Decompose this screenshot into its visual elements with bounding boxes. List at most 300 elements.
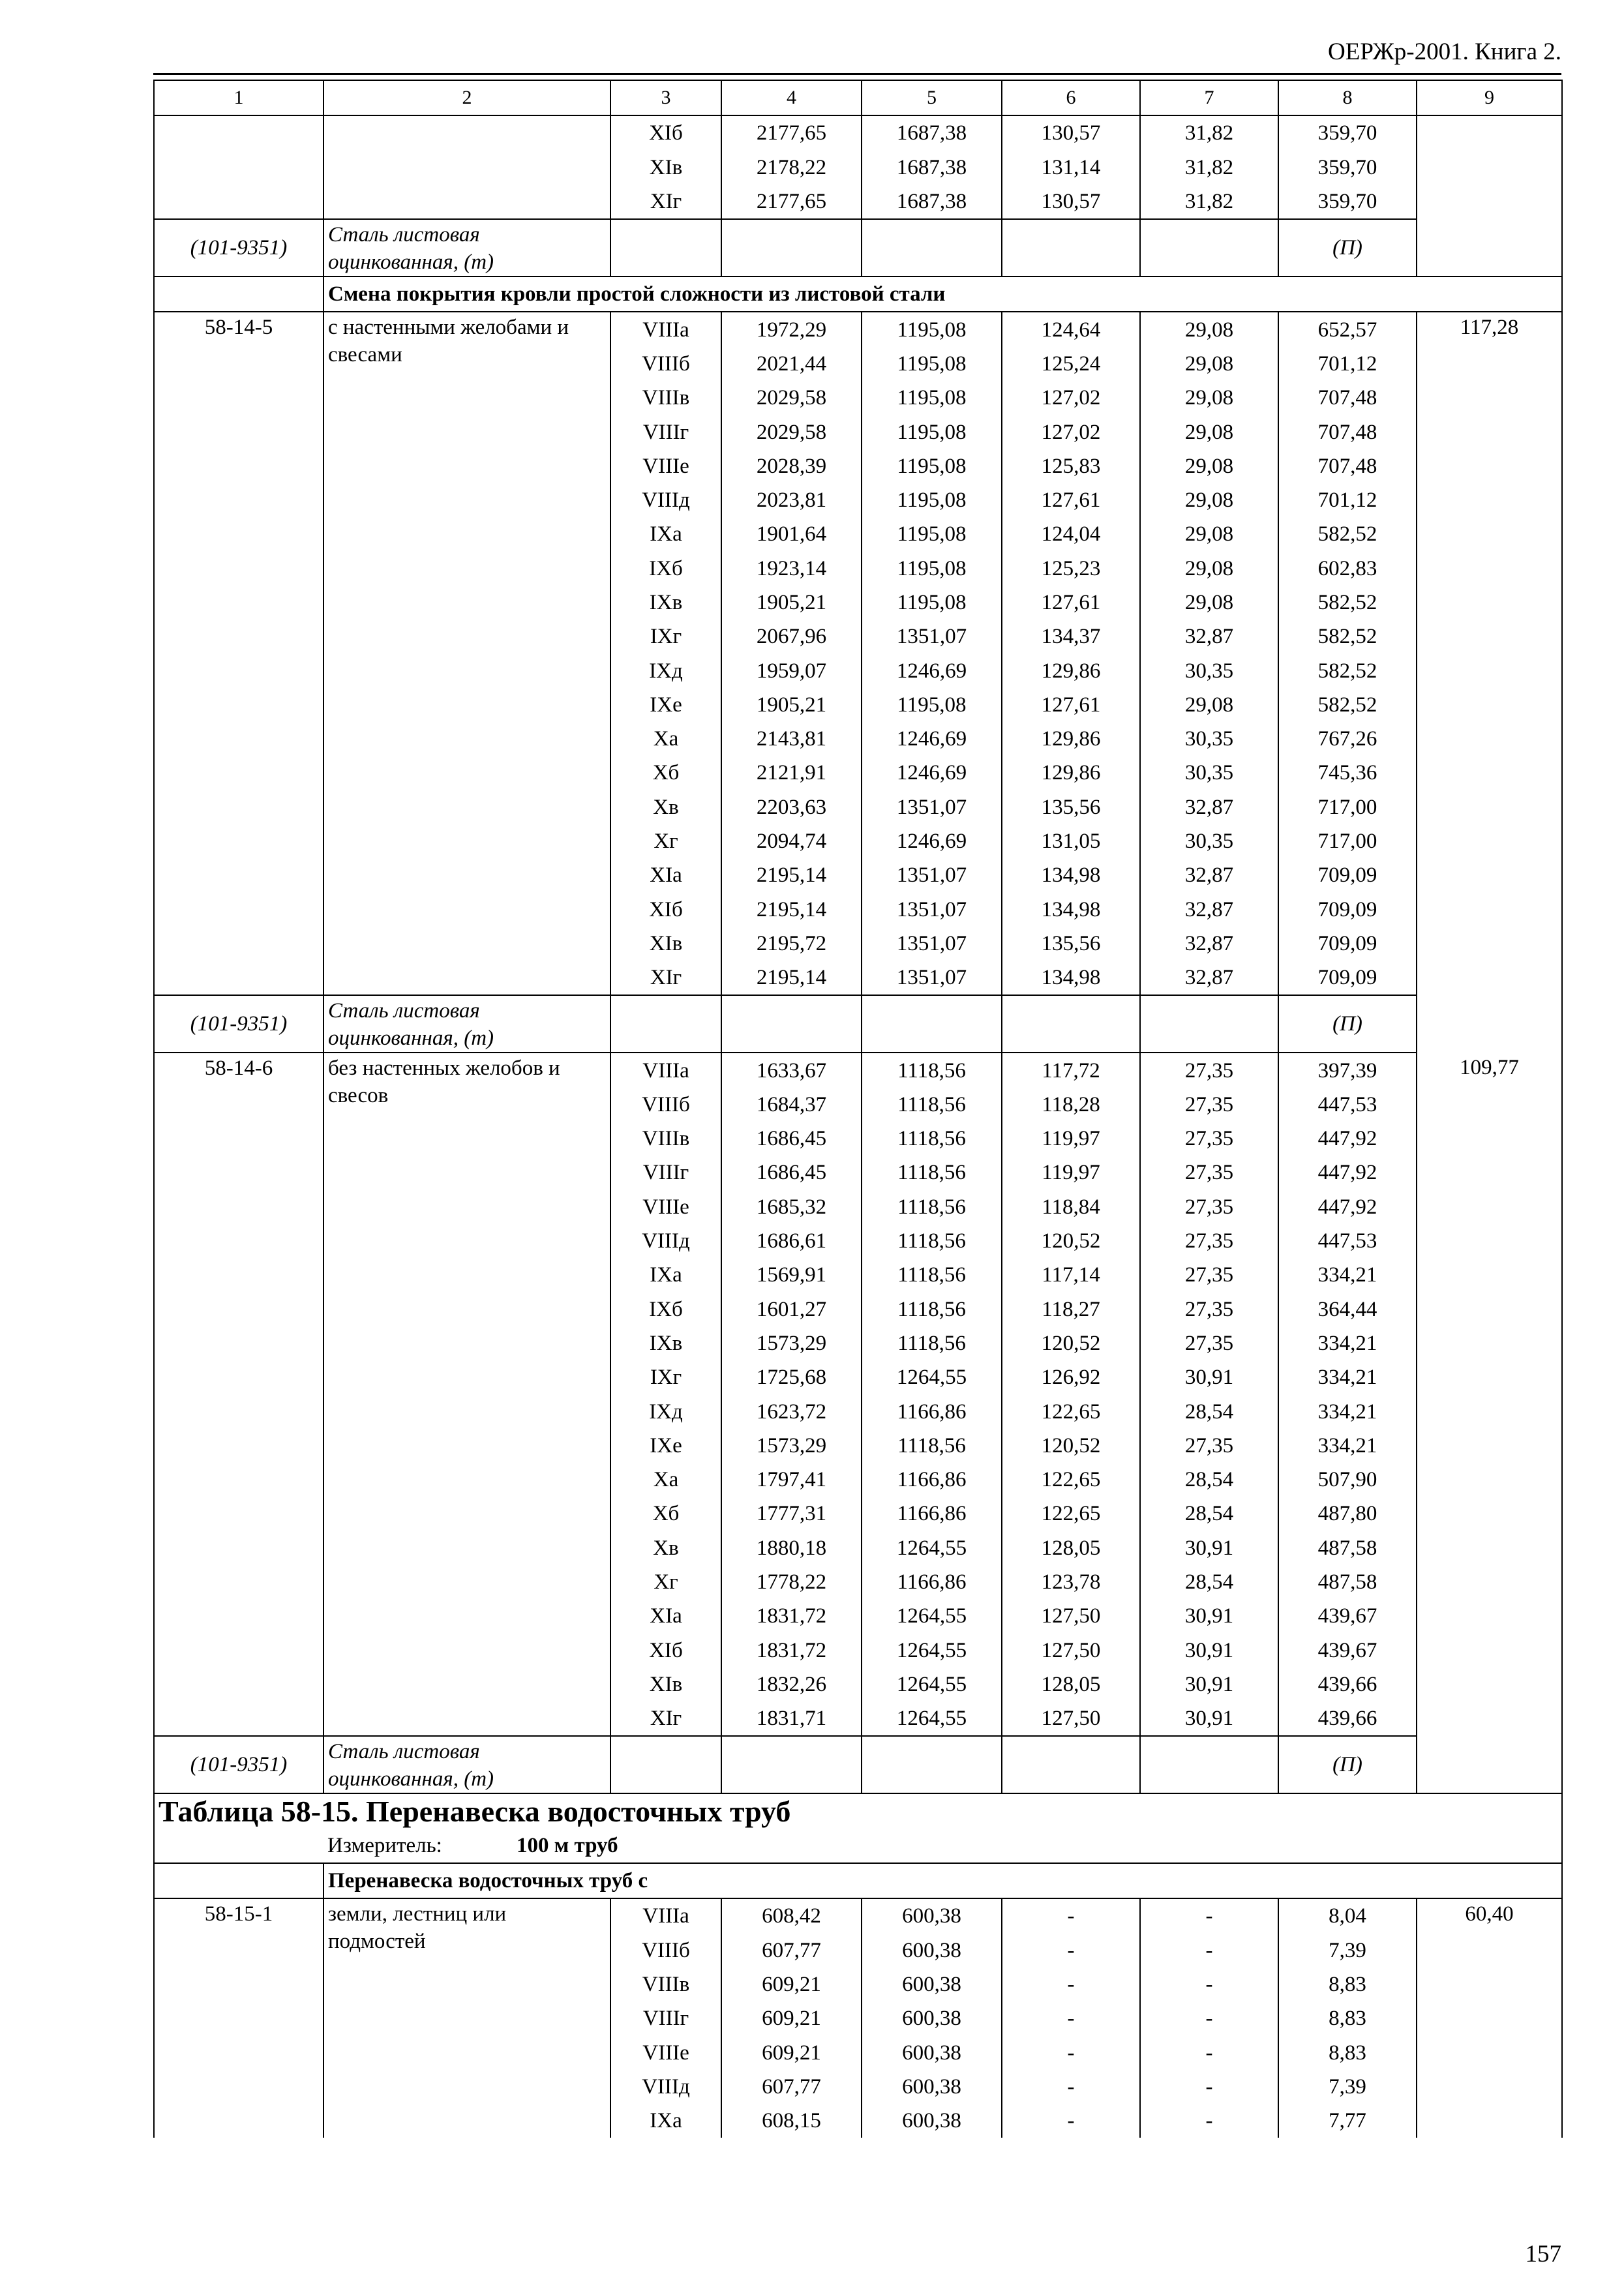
material-qty-cell: (П) (1278, 219, 1417, 277)
value-cell: XIг (610, 1701, 721, 1736)
value-cell: 30,35 (1140, 824, 1278, 858)
value-cell: 127,61 (1002, 688, 1140, 722)
empty-cell (721, 1736, 862, 1793)
value-cell: 2195,14 (721, 858, 862, 892)
material-name-cell: Сталь листовая оцинкованная, (т) (323, 995, 610, 1053)
value-cell: 709,09 (1278, 927, 1417, 961)
value-cell: 334,21 (1278, 1429, 1417, 1463)
value-cell: 1166,86 (862, 1394, 1002, 1428)
value-cell: 29,08 (1140, 586, 1278, 620)
value-cell: 1195,08 (862, 517, 1002, 551)
value-cell: 118,84 (1002, 1190, 1140, 1224)
value-cell: 1246,69 (862, 653, 1002, 687)
value-cell: 707,48 (1278, 449, 1417, 483)
table-row (154, 1898, 1562, 1933)
value-cell: Xа (610, 1463, 721, 1497)
value-cell: XIа (610, 1599, 721, 1633)
value-cell: 27,35 (1140, 1224, 1278, 1258)
value-cell: 1195,08 (862, 415, 1002, 449)
measure-cell (323, 1829, 1562, 1863)
value-cell: - (1002, 1967, 1140, 2001)
material-code-cell: (101-9351) (154, 995, 323, 1053)
material-row (154, 995, 1562, 1053)
section-title: Смена покрытия кровли простой сложности из листовой стали (323, 277, 1562, 312)
value-cell: 29,08 (1140, 483, 1278, 517)
value-cell: 608,42 (721, 1898, 862, 1933)
value-cell: 31,82 (1140, 185, 1278, 219)
value-cell: 487,80 (1278, 1497, 1417, 1531)
value-cell: IXе (610, 1429, 721, 1463)
value-cell: 1246,69 (862, 722, 1002, 756)
value-cell: 2178,22 (721, 151, 862, 185)
value-cell: XIа (610, 858, 721, 892)
value-cell: 1686,45 (721, 1122, 862, 1156)
value-cell: 8,83 (1278, 2035, 1417, 2069)
value-cell: 124,04 (1002, 517, 1140, 551)
value-cell: 1118,56 (862, 1293, 1002, 1326)
value-cell: 447,53 (1278, 1088, 1417, 1122)
value-cell: 1166,86 (862, 1463, 1002, 1497)
value-cell: 1687,38 (862, 185, 1002, 219)
value-cell: 1831,72 (721, 1633, 862, 1667)
value-cell: 27,35 (1140, 1088, 1278, 1122)
value-cell: 124,64 (1002, 312, 1140, 346)
value-cell: IXд (610, 1394, 721, 1428)
value-cell: - (1002, 1898, 1140, 1933)
value-cell: - (1140, 1934, 1278, 1967)
value-cell: VIIIг (610, 415, 721, 449)
value-cell: 30,91 (1140, 1701, 1278, 1736)
value-cell: 125,83 (1002, 449, 1140, 483)
value-cell: 30,35 (1140, 653, 1278, 687)
value-cell: 128,05 (1002, 1668, 1140, 1701)
value-cell: 27,35 (1140, 1156, 1278, 1189)
value-cell: 1687,38 (862, 115, 1002, 150)
material-code-cell: (101-9351) (154, 219, 323, 277)
column-number: 2 (323, 80, 610, 115)
value-cell: VIIIе (610, 1190, 721, 1224)
header-rule (153, 73, 1561, 75)
table-title: Таблица 58-15. Перенавеска водосточных труб (154, 1793, 1562, 1828)
value-cell: IXг (610, 620, 721, 653)
value-cell: 30,35 (1140, 722, 1278, 756)
value-cell: 28,54 (1140, 1497, 1278, 1531)
value-cell: 29,08 (1140, 688, 1278, 722)
page-number: 157 (1525, 2241, 1561, 2267)
empty-cell (610, 1736, 721, 1793)
empty-cell (1140, 1736, 1278, 1793)
value-cell: 131,14 (1002, 151, 1140, 185)
value-cell: Xб (610, 756, 721, 790)
value-cell: 2023,81 (721, 483, 862, 517)
value-cell: 582,52 (1278, 586, 1417, 620)
value-cell: 1264,55 (862, 1531, 1002, 1565)
value-cell: 127,02 (1002, 415, 1140, 449)
value-cell: 127,61 (1002, 483, 1140, 517)
value-cell: 125,23 (1002, 552, 1140, 586)
value-cell: 1905,21 (721, 688, 862, 722)
value-cell: 364,44 (1278, 1293, 1417, 1326)
value-cell: 1195,08 (862, 552, 1002, 586)
value-cell: 397,39 (1278, 1053, 1417, 1087)
total-cell: 117,28 (1417, 312, 1562, 1053)
material-qty-cell: (П) (1278, 995, 1417, 1053)
value-cell: 27,35 (1140, 1429, 1278, 1463)
value-cell: 27,35 (1140, 1053, 1278, 1087)
value-cell: 30,91 (1140, 1599, 1278, 1633)
empty-cell (1140, 995, 1278, 1053)
value-cell: 1264,55 (862, 1668, 1002, 1701)
value-cell: 30,35 (1140, 756, 1278, 790)
value-cell: 1264,55 (862, 1701, 1002, 1736)
value-cell: 447,92 (1278, 1122, 1417, 1156)
value-cell: XIв (610, 927, 721, 961)
value-cell: 701,12 (1278, 347, 1417, 381)
value-cell: IXд (610, 653, 721, 687)
value-cell: 600,38 (862, 2070, 1002, 2104)
value-cell: 1901,64 (721, 517, 862, 551)
value-cell: 130,57 (1002, 115, 1140, 150)
value-cell: 1118,56 (862, 1053, 1002, 1087)
rate-code-cell: 58-14-5 (154, 312, 323, 995)
value-cell: VIIIв (610, 381, 721, 415)
value-cell: 1905,21 (721, 586, 862, 620)
value-cell: 125,24 (1002, 347, 1140, 381)
value-cell: 127,50 (1002, 1701, 1140, 1736)
value-cell: IXб (610, 1293, 721, 1326)
value-cell: Xв (610, 1531, 721, 1565)
value-cell: 1777,31 (721, 1497, 862, 1531)
value-cell: 119,97 (1002, 1122, 1140, 1156)
material-name-cell: Сталь листовая оцинкованная, (т) (323, 219, 610, 277)
value-cell: IXа (610, 517, 721, 551)
value-cell: 32,87 (1140, 858, 1278, 892)
rate-code-cell: 58-14-6 (154, 1053, 323, 1736)
value-cell: 1569,91 (721, 1258, 862, 1292)
value-cell: 1686,61 (721, 1224, 862, 1258)
value-cell: 2029,58 (721, 381, 862, 415)
value-cell: 600,38 (862, 2001, 1002, 2035)
value-cell: 134,37 (1002, 620, 1140, 653)
value-cell: 119,97 (1002, 1156, 1140, 1189)
empty-cell (721, 995, 862, 1053)
value-cell: 487,58 (1278, 1531, 1417, 1565)
empty-cell (610, 219, 721, 277)
value-cell: 1972,29 (721, 312, 862, 346)
value-cell: 122,65 (1002, 1463, 1140, 1497)
value-cell: 29,08 (1140, 415, 1278, 449)
value-cell: 1118,56 (862, 1258, 1002, 1292)
empty-cell (323, 115, 610, 219)
value-cell: 122,65 (1002, 1497, 1140, 1531)
value-cell: 120,52 (1002, 1429, 1140, 1463)
value-cell: - (1002, 2001, 1140, 2035)
value-cell: 600,38 (862, 2035, 1002, 2069)
value-cell: - (1140, 1898, 1278, 1933)
value-cell: 135,56 (1002, 927, 1140, 961)
empty-cell (154, 115, 323, 219)
work-description-cell: с настенными желобами и свесами (323, 312, 610, 995)
measure-row (154, 1829, 1562, 1863)
value-cell: 1923,14 (721, 552, 862, 586)
value-cell: 709,09 (1278, 893, 1417, 927)
value-cell: 439,67 (1278, 1599, 1417, 1633)
column-number-row (154, 80, 1562, 115)
value-cell: VIIIб (610, 1934, 721, 1967)
value-cell: 359,70 (1278, 115, 1417, 150)
value-cell: 1832,26 (721, 1668, 862, 1701)
value-cell: VIIIб (610, 1088, 721, 1122)
value-cell: 2021,44 (721, 347, 862, 381)
value-cell: 122,65 (1002, 1394, 1140, 1428)
value-cell: 1118,56 (862, 1088, 1002, 1122)
value-cell: 582,52 (1278, 620, 1417, 653)
value-cell: 1685,32 (721, 1190, 862, 1224)
column-number: 8 (1278, 80, 1417, 115)
value-cell: VIIIа (610, 312, 721, 346)
value-cell: 1831,71 (721, 1701, 862, 1736)
value-cell: 27,35 (1140, 1326, 1278, 1360)
material-row (154, 1736, 1562, 1793)
empty-cell (1002, 995, 1140, 1053)
value-cell: 2067,96 (721, 620, 862, 653)
value-cell: 31,82 (1140, 151, 1278, 185)
value-cell: 32,87 (1140, 961, 1278, 995)
value-cell: 1246,69 (862, 756, 1002, 790)
value-cell: 1118,56 (862, 1190, 1002, 1224)
value-cell: 608,15 (721, 2104, 862, 2138)
value-cell: 130,57 (1002, 185, 1140, 219)
value-cell: 602,83 (1278, 552, 1417, 586)
value-cell: XIб (610, 893, 721, 927)
value-cell: 1573,29 (721, 1429, 862, 1463)
table-title-row (154, 1793, 1562, 1828)
value-cell: 1195,08 (862, 312, 1002, 346)
value-cell: 600,38 (862, 1934, 1002, 1967)
value-cell: 32,87 (1140, 790, 1278, 824)
value-cell: 1623,72 (721, 1394, 862, 1428)
value-cell: 1195,08 (862, 586, 1002, 620)
value-cell: 2177,65 (721, 115, 862, 150)
total-cell: 60,40 (1417, 1898, 1562, 2138)
empty-cell (862, 995, 1002, 1053)
value-cell: 1118,56 (862, 1429, 1002, 1463)
value-cell: 2028,39 (721, 449, 862, 483)
value-cell: 131,05 (1002, 824, 1140, 858)
value-cell: 1959,07 (721, 653, 862, 687)
value-cell: 1246,69 (862, 824, 1002, 858)
value-cell: 129,86 (1002, 722, 1140, 756)
value-cell: 1118,56 (862, 1122, 1002, 1156)
value-cell: 28,54 (1140, 1565, 1278, 1599)
value-cell: 1118,56 (862, 1326, 1002, 1360)
value-cell: 600,38 (862, 2104, 1002, 2138)
value-cell: 359,70 (1278, 185, 1417, 219)
value-cell: IXг (610, 1360, 721, 1394)
value-cell: 129,86 (1002, 653, 1140, 687)
value-cell: 127,50 (1002, 1599, 1140, 1633)
value-cell: 126,92 (1002, 1360, 1140, 1394)
value-cell: 334,21 (1278, 1326, 1417, 1360)
value-cell: 27,35 (1140, 1190, 1278, 1224)
value-cell: VIIIд (610, 2070, 721, 2104)
value-cell: 8,04 (1278, 1898, 1417, 1933)
value-cell: 1351,07 (862, 858, 1002, 892)
value-cell: 1351,07 (862, 927, 1002, 961)
value-cell: Xг (610, 824, 721, 858)
value-cell: - (1140, 2104, 1278, 2138)
value-cell: 582,52 (1278, 653, 1417, 687)
value-cell: 447,92 (1278, 1190, 1417, 1224)
material-row (154, 219, 1562, 277)
value-cell: - (1002, 2070, 1140, 2104)
work-description-cell: без настенных желобов и свесов (323, 1053, 610, 1736)
material-name-cell: Сталь листовая оцинкованная, (т) (323, 1736, 610, 1793)
value-cell: 1601,27 (721, 1293, 862, 1326)
value-cell: Xв (610, 790, 721, 824)
value-cell: 439,66 (1278, 1701, 1417, 1736)
value-cell: 2195,14 (721, 961, 862, 995)
value-cell: 447,53 (1278, 1224, 1417, 1258)
value-cell: 1831,72 (721, 1599, 862, 1633)
work-description-cell: земли, лестниц или подмостей (323, 1898, 610, 2138)
value-cell: 1166,86 (862, 1497, 1002, 1531)
value-cell: 1778,22 (721, 1565, 862, 1599)
value-cell: 7,77 (1278, 2104, 1417, 2138)
value-cell: 600,38 (862, 1967, 1002, 2001)
value-cell: 582,52 (1278, 517, 1417, 551)
value-cell: 32,87 (1140, 620, 1278, 653)
value-cell: 32,87 (1140, 893, 1278, 927)
value-cell: 1797,41 (721, 1463, 862, 1497)
value-cell: 439,66 (1278, 1668, 1417, 1701)
column-number: 1 (154, 80, 323, 115)
value-cell: 767,26 (1278, 722, 1417, 756)
column-number: 4 (721, 80, 862, 115)
empty-cell (862, 1736, 1002, 1793)
value-cell: 29,08 (1140, 552, 1278, 586)
measure-label: Измеритель: (327, 1833, 442, 1857)
value-cell: 1195,08 (862, 483, 1002, 517)
empty-cell (154, 1863, 323, 1898)
value-cell: 709,09 (1278, 961, 1417, 995)
value-cell: 120,52 (1002, 1224, 1140, 1258)
value-cell: VIIIг (610, 1156, 721, 1189)
value-cell: 2094,74 (721, 824, 862, 858)
empty-cell (862, 219, 1002, 277)
value-cell: 447,92 (1278, 1156, 1417, 1189)
value-cell: 28,54 (1140, 1463, 1278, 1497)
value-cell: 582,52 (1278, 688, 1417, 722)
value-cell: 1351,07 (862, 961, 1002, 995)
value-cell: 30,91 (1140, 1360, 1278, 1394)
value-cell: 127,50 (1002, 1633, 1140, 1667)
value-cell: 8,83 (1278, 1967, 1417, 2001)
value-cell: 7,39 (1278, 2070, 1417, 2104)
value-cell: 487,58 (1278, 1565, 1417, 1599)
value-cell: VIIIб (610, 347, 721, 381)
value-cell: 609,21 (721, 2035, 862, 2069)
value-cell: 127,61 (1002, 586, 1140, 620)
value-cell: 439,67 (1278, 1633, 1417, 1667)
value-cell: 8,83 (1278, 2001, 1417, 2035)
value-cell: XIв (610, 1668, 721, 1701)
value-cell: 1195,08 (862, 381, 1002, 415)
value-cell: 707,48 (1278, 381, 1417, 415)
column-number: 6 (1002, 80, 1140, 115)
value-cell: 2177,65 (721, 185, 862, 219)
section-title: Перенавеска водосточных труб с (323, 1863, 1562, 1898)
value-cell: 1687,38 (862, 151, 1002, 185)
value-cell: 7,39 (1278, 1934, 1417, 1967)
running-header: ОЕРЖр-2001. Книга 2. (1328, 38, 1561, 65)
value-cell: 1686,45 (721, 1156, 862, 1189)
value-cell: XIб (610, 115, 721, 150)
value-cell: - (1002, 2035, 1140, 2069)
empty-cell (610, 995, 721, 1053)
value-cell: 120,52 (1002, 1326, 1140, 1360)
value-cell: 1633,67 (721, 1053, 862, 1087)
value-cell: 607,77 (721, 1934, 862, 1967)
value-cell: - (1140, 2001, 1278, 2035)
value-cell: 1351,07 (862, 790, 1002, 824)
value-cell: 27,35 (1140, 1258, 1278, 1292)
value-cell: IXе (610, 688, 721, 722)
section-row (154, 277, 1562, 312)
empty-cell (1417, 115, 1562, 277)
value-cell: VIIIд (610, 483, 721, 517)
value-cell: 2143,81 (721, 722, 862, 756)
value-cell: 701,12 (1278, 483, 1417, 517)
value-cell: 1195,08 (862, 449, 1002, 483)
value-cell: 134,98 (1002, 893, 1140, 927)
value-cell: 2203,63 (721, 790, 862, 824)
total-cell: 109,77 (1417, 1053, 1562, 1793)
value-cell: 1118,56 (862, 1156, 1002, 1189)
value-cell: Xг (610, 1565, 721, 1599)
value-cell: 334,21 (1278, 1394, 1417, 1428)
value-cell: 1351,07 (862, 620, 1002, 653)
value-cell: 652,57 (1278, 312, 1417, 346)
section-row (154, 1863, 1562, 1898)
empty-cell (154, 277, 323, 312)
measure-value: 100 м труб (517, 1833, 618, 1857)
value-cell: 29,08 (1140, 312, 1278, 346)
value-cell: 359,70 (1278, 151, 1417, 185)
value-cell: 117,72 (1002, 1053, 1140, 1087)
value-cell: 507,90 (1278, 1463, 1417, 1497)
table-row (154, 312, 1562, 346)
value-cell: IXб (610, 552, 721, 586)
price-table (153, 80, 1563, 2138)
value-cell: 1880,18 (721, 1531, 862, 1565)
value-cell: XIв (610, 151, 721, 185)
material-qty-cell: (П) (1278, 1736, 1417, 1793)
value-cell: 709,09 (1278, 858, 1417, 892)
value-cell: 123,78 (1002, 1565, 1140, 1599)
value-cell: 2029,58 (721, 415, 862, 449)
value-cell: 117,14 (1002, 1258, 1140, 1292)
value-cell: IXв (610, 1326, 721, 1360)
value-cell: 29,08 (1140, 381, 1278, 415)
value-cell: 135,56 (1002, 790, 1140, 824)
value-cell: 27,35 (1140, 1293, 1278, 1326)
table-row (154, 1053, 1562, 1087)
value-cell: 29,08 (1140, 347, 1278, 381)
rate-code-cell: 58-15-1 (154, 1898, 323, 2138)
value-cell: Xа (610, 722, 721, 756)
column-number: 7 (1140, 80, 1278, 115)
